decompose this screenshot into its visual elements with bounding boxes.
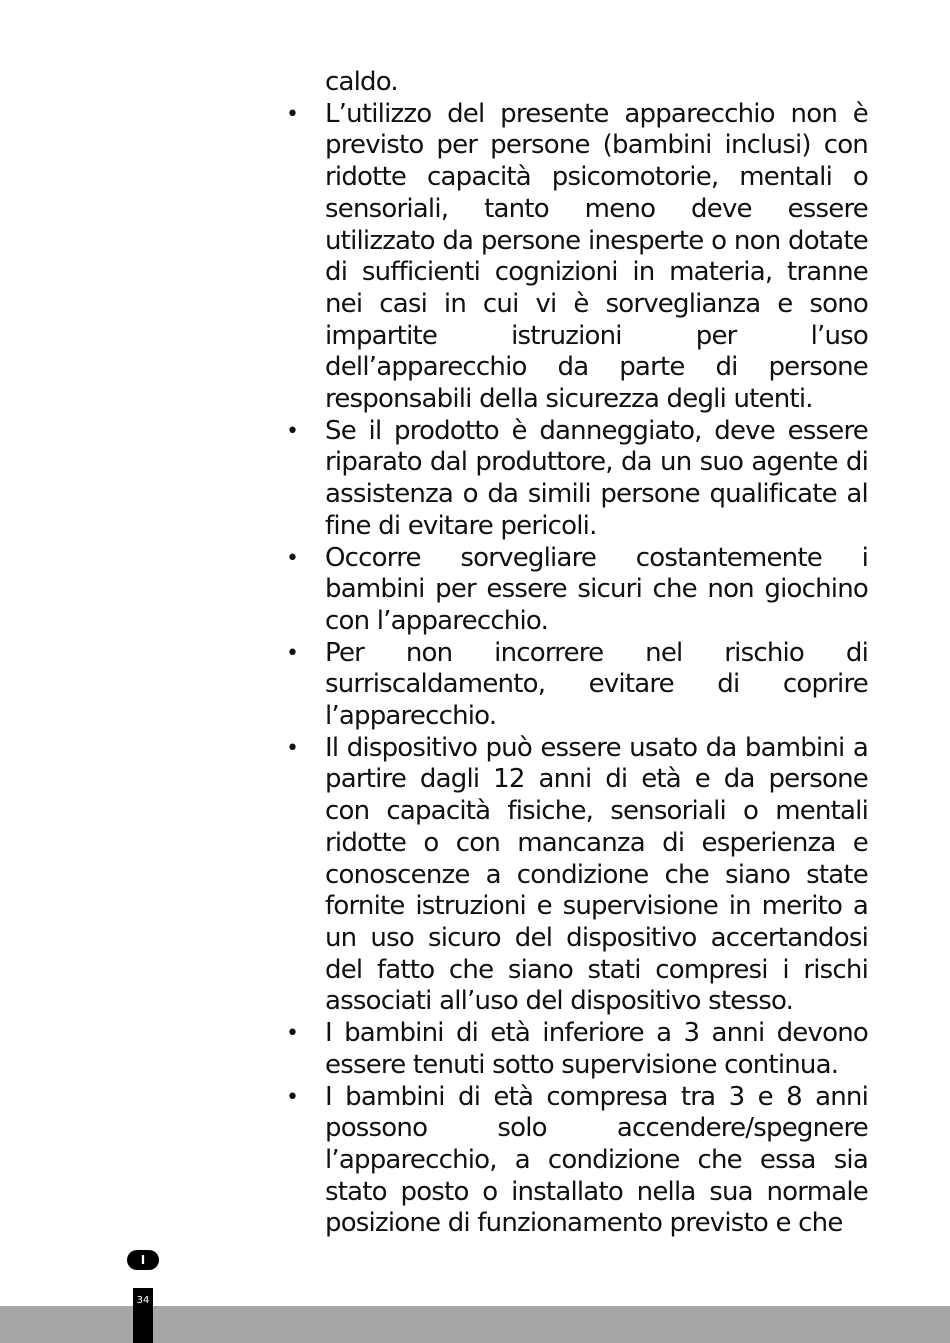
safety-bullet-list [286, 99, 868, 1240]
list-item-text: Per non incorrere nel rischio di surriscaldamento, evitare di coprire l’apparecchio. [325, 637, 868, 732]
language-badge: I [127, 1250, 159, 1270]
continued-paragraph: caldo. [325, 67, 398, 97]
bullet-icon: • [286, 101, 299, 127]
instruction-text-column [286, 67, 868, 1240]
page-number: 34 [136, 1295, 150, 1306]
bullet-icon: • [286, 640, 299, 666]
list-item-text: L’utilizzo del presente apparecchio non è previsto per persone (bambini inclusi) con ridotte capacità psicomotorie, mentali o sensoriali, tanto meno deve essere utilizzato da persone inesperte o non dotate di sufficienti cognizioni in materia, tranne nei casi in cui vi è sorveglianza e sono impartite istruzioni per l’uso dell’apparecchio da parte di persone responsabili della sicurezza degli utenti. [325, 98, 868, 415]
page-number-tab [133, 1288, 153, 1343]
list-item-text: I bambini di età compresa tra 3 e 8 anni possono solo accendere/spegnere l’apparecchio, a condizione che essa sia stato posto o installato nella sua normale posizione di funzionamento previsto e che [325, 1081, 868, 1239]
list-item-text: Il dispositivo può essere usato da bambini a partire dagli 12 anni di età e da persone con capacità fisiche, sensoriali o mentali ridotte o con mancanza di esperienza e conoscenze a condizione che siano state fornite istruzioni e supervisione in merito a un uso sicuro del dispositivo accertandosi del fatto che siano stati compresi i rischi associati all’uso del dispositivo stesso. [325, 732, 868, 1017]
list-item-text: I bambini di età inferiore a 3 anni devono essere tenuti sotto supervisione continua. [325, 1018, 868, 1080]
list-item [286, 1082, 868, 1241]
list-item [286, 543, 868, 638]
bullet-icon: • [286, 545, 299, 571]
list-item [286, 99, 868, 416]
list-item [286, 416, 868, 543]
bullet-icon: • [286, 1084, 299, 1110]
bullet-icon: • [286, 735, 299, 761]
list-item [286, 733, 868, 1018]
list-item [286, 638, 868, 733]
list-item-text: Se il prodotto è danneggiato, deve essere riparato dal produttore, da un suo agente di assistenza o da simili persone qualificate al fine di evitare pericoli. [325, 415, 868, 541]
list-item-text: Occorre sorvegliare costantemente i bambini per essere sicuri che non giochino con l’apparecchio. [325, 542, 868, 636]
bullet-icon: • [286, 418, 299, 444]
bullet-icon: • [286, 1021, 299, 1047]
list-item [286, 1018, 868, 1081]
